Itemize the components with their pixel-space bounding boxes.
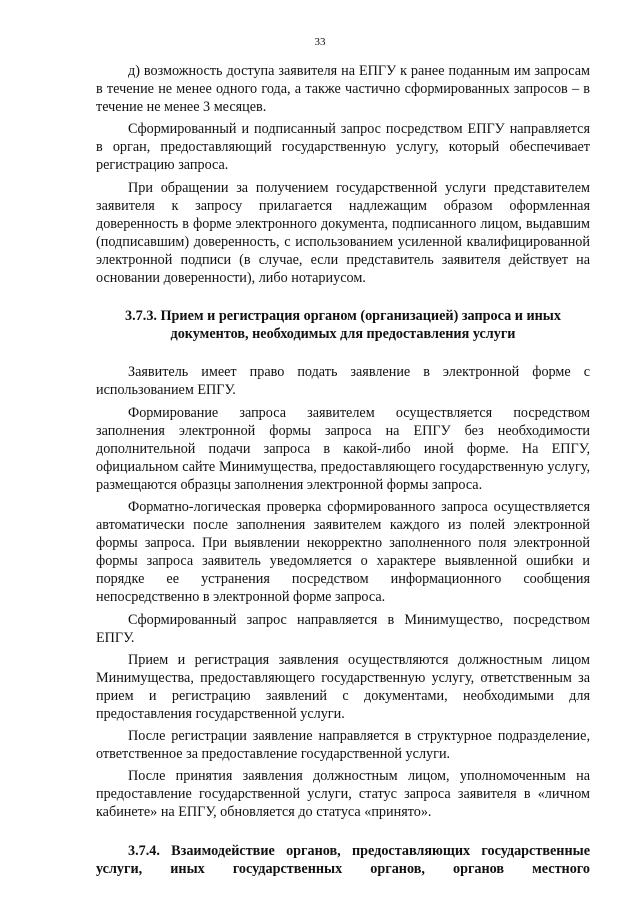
paragraph: Заявитель имеет право подать заявление в электронной форме с использованием ЕПГУ. <box>96 364 590 399</box>
paragraph: После принятия заявления должностным лицом, уполномоченным на предоставление государственной услуги, статус запроса заявителя в «личном кабинете» на ЕПГУ, обновляется до статуса «принято». <box>96 768 590 821</box>
section-heading-3-7-4: 3.7.4. Взаимодействие органов, предоставляющих государственные услуги, иных государственных органов, органов местного <box>96 842 590 877</box>
paragraph: При обращении за получением государственной услуги представителем заявителя к запросу прилагается надлежащим образом оформленная доверенность в форме электронного документа, подписанного лицом, выдавшим (подписавшим) доверенность, с использованием усиленной квалифицированной электронной подписи (в случае, если представитель заявителя действует на основании доверенности), либо нотариусом. <box>96 179 590 287</box>
section-heading-3-7-3: 3.7.3. Прием и регистрация органом (организацией) запроса и иных документов, необходимых для предоставления услуги <box>125 308 561 343</box>
paragraph: Форматно-логическая проверка сформированного запроса осуществляется автоматически после заполнения заявителем каждого из полей электронной формы запроса. При выявлении некорректно заполненного поля электронной формы запроса заявитель уведомляется о характере выявленной ошибки и порядке ее устранения посредством информационного сообщения непосредственно в электронной форме запроса. <box>96 498 590 606</box>
paragraph: Формирование запроса заявителем осуществляется посредством заполнения электронной формы запроса на ЕПГУ без необходимости дополнительной подачи запроса в какой-либо иной форме. На ЕПГУ, официальном сайте Минимущества, предоставляющего государственную услугу, размещаются образцы заполнения электронной формы запроса. <box>96 404 590 493</box>
paragraph: Прием и регистрация заявления осуществляются должностным лицом Минимущества, предоставляющего государственную услугу, ответственным за прием и регистрацию заявлений с документами, необходимыми для предоставления государственной услуги. <box>96 651 590 722</box>
page-number: 33 <box>314 36 326 48</box>
paragraph: После регистрации заявление направляется в структурное подразделение, ответственное за предоставление государственной услуги. <box>96 728 590 763</box>
document-body <box>96 62 590 878</box>
paragraph: Сформированный и подписанный запрос посредством ЕПГУ направляется в орган, предоставляющий государственную услугу, который обеспечивает регистрацию запроса. <box>96 121 590 174</box>
paragraph: Сформированный запрос направляется в Минимущество, посредством ЕПГУ. <box>96 611 590 646</box>
paragraph: д) возможность доступа заявителя на ЕПГУ к ранее поданным им запросам в течение не менее одного года, а также частично сформированных запросов – в течение не менее 3 месяцев. <box>96 63 590 116</box>
